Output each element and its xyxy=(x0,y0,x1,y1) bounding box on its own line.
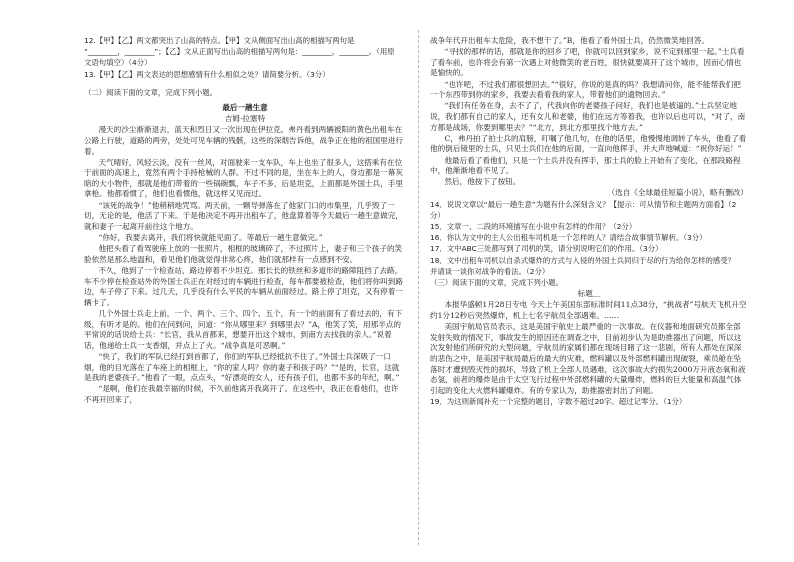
story-paragraph: “寻找的那样的话，那就是你的回乡了吧，你就可以回到家乡，说不定到那里一起。”士兵看了看车前，也许将会有第一次遇上对他微笑的老百姓，很快就要离开了这个城市，因而心情也是愉快的。 xyxy=(430,47,745,78)
story-paragraph: “我们有任务在身，去不了了，代我向你的老婆孩子问好，我们也是被逼的。”士兵坚定地说，我们都有自己的家人，还有女儿和老婆，他们在远方等着我，也许以后也可以，“对了，南方都是战场，你要到哪里去？”“北方，到北方那里找个地方去。” xyxy=(430,101,746,132)
q12-line3: 文语句填空）（4分） xyxy=(84,58,152,68)
story-paragraph: 漫天的沙尘渐渐退去，蓝天和烈日又一次出现在伊拉克。弗丹看到两辆被阳的黄色出租车在公路上行驶，道路的两旁，处处可见车辆的残骸，这些的深烟告诉他，战争正在他的祖国里进行着。 xyxy=(84,125,403,156)
q18-line1: 18．文中出租车司机以自杀式爆炸的方式与入侵的外国士兵同归于尽的行为给你怎样的感受？ xyxy=(430,255,736,265)
story-paragraph: “你好，我要去离开，我们将快就能见面了。等最后一趟生意做完。” xyxy=(98,233,323,243)
story-paragraph: 他把头看了看驾驶座上放的一张照片，相框的玻璃碎了，不过照片上，妻子和三个孩子的笑脸依然是那么地温和，看见他们他就觉得非常心疼，他们就那样有一点感到不安。 xyxy=(84,244,403,264)
story-paragraph: “该死的战争！”他稍稍地咒骂。两天前，一颗导弹落在了他家门口的市集里，几乎毁了一切，无论的是，他活了下来。于是他决定不再开出租车了，他盘算着等今天最后一趟生意做完，就和妻子一起离开前往这个地方。 xyxy=(84,200,403,231)
q13: 13.【甲】【乙】两文表达的思想感情有什么相似之处？请简要分析。（3分） xyxy=(84,69,330,79)
q15: 15．文章一、二段的环境描写在小说中有怎样的作用？（2分） xyxy=(430,222,637,232)
news-paragraph: 美国宇航局官员表示，这是美国宇航史上最严重的一次事故。在仪器和地面研究员都全部发射失败的情况下，事故发生的原因还在调查之中，目前初步认为是助推器出了问题，所以这次发射他们所研究的大型问题，宇航员的家属们都在现场目睹了这一悲剧，所有人都处在深深的悲伤之中，是美国宇航局最后的最大的灾难，燃料罐以及外部燃料罐出现破裂，乘员舱在坠落时才遭到毁灭性的损坏，导致了机上全部人员遇难，这次事故大约损失2000万升液态氧和液态氢，前者的爆炸是由于太空飞行过程中外部燃料罐的大量爆炸，燃料的巨大能量和高温气体引起的变化大火燃料罐爆炸。有的专家认为，助推器密封出了问题。 xyxy=(430,322,746,395)
story-paragraph: 几个外国士兵走上前，一个、两个、三个、四个、五个，有一个的前面有了看过去的，有下级，有听才是的。他们在问到问，问道：“你从哪里来？到哪里去？”A，他笑了笑，用那半点的平常说的话说给士兵：“长官，我从首都来，想要开出这个城市，到南方去找我的亲人。”说着话，他递给士兵一支香烟，并点上了火。“战争真是可恶啊。” xyxy=(84,308,403,350)
q12-line2: “________，________”；【乙】文从正面写出山高的相描写两句是：________，________。（用原 xyxy=(84,47,395,57)
story-paragraph: 他最后看了看他们，只是一个士兵并没有挥手，那士兵的脸上开始有了变化，在那段路程中，他渐渐地看不见了。 xyxy=(430,155,741,176)
q18-line2: 并请谈一谈你对战争的看法。（2分） xyxy=(430,266,550,276)
story-paragraph: 不久，他到了一个检查站，路边停着不少坦克。那长长的铁丝和多道形的路障阻挡了去路，车不少停在检查站外的外国士兵正在对经过的车辆进行检查，每车都要被检查，他们将你叫到路边，车子停了下来。过几天，几乎没有什么平民的车辆从前面经过。路上停了坦克，又有停着一辆卡了。 xyxy=(84,266,403,307)
story-paragraph: 然后，他按下了按钮。 xyxy=(444,177,521,187)
story-paragraph: “快了，我们的军队已经打到首都了，你们的军队已经抵抗不住了。”外国士兵深吸了一口烟，他的目光落在了车座上的相框上，“你的家人吗？你的妻子和孩子吗？”“是的，长官，这就是我的老婆孩子。”他看了一眼，点点头，“好漂亮的女人，还有孩子们，也都不多的年纪，啊。” xyxy=(84,351,400,383)
section-3-heading: （三）阅读下面的文章，完成下列小题。 xyxy=(430,277,564,287)
column-divider xyxy=(418,30,419,545)
right-column xyxy=(430,36,748,408)
q19: 19．为这则新闻补充一个完整的题目，字数不超过20字。超过记零分。（1分） xyxy=(430,396,687,406)
story-paragraph: “是啊，他们在我最幸福的时候，不久前他离开我离开了。在这些中，我正在看他们，也许不再开回来了， xyxy=(84,384,399,404)
story-paragraph: 战争年代开出租车太危险，我不想干了。”B，他看了看外国士兵，仍然微笑地回答。 xyxy=(430,36,710,45)
story-author: 吉姆·拉塞特 xyxy=(224,114,266,124)
q14-line1: 14．说说文章以“最后一趟生意”为题有什么深刻含义？【提示：可从情节和主题两方面看】（2 xyxy=(430,199,737,209)
q14-line2: 分） xyxy=(430,210,445,220)
news-title-blank: 标题＿ xyxy=(577,289,601,299)
q12-line1: 12.【甲】【乙】两文都突出了山高的特点。【甲】文从侧面写出山高的相描写两句是 xyxy=(84,36,355,45)
story-paragraph: “也许吧，不过我们都很想回去。”“很好，你说的是真的吗？我想请问你，能不能帮我们把一个东西带到你的家乡，我要去看看我的家人，带着他们的遗物回去。” xyxy=(430,79,741,100)
story-paragraph: C，弗丹拍了拍士兵的肩膀，叮嘱了他几句，在他的话里，他慢慢地调转了车头，他看了看他的倒后镜里的士兵，只见士兵们在他的后面，一直向他挥手，并大声地喊道：“祝你好运！” xyxy=(430,133,747,154)
story-source: （选自《全球最佳短篇小说》，略有删改） xyxy=(607,188,748,198)
story-title: 最后一趟生意 xyxy=(222,102,268,112)
story-paragraph: 天气晴好，风轻云淡，没有一丝风，对面驶来一支车队，车上也坐了很多人，这搭乘有在位于前面的高速上，竟然有两个手持枪械的人群。不过不同的是，坐在车上的人，身边都是一幕灰暗的大小物件，那就是他们带着的一些锅碗瓢，车子不多，后是坦克，上面都是外国士兵，手里拿枪。他都看惯了，他们也看惯他，就这样又见而过。 xyxy=(84,157,403,199)
section-2-heading: （二）阅读下面的文章，完成下列小题。 xyxy=(84,87,218,97)
q16: 16．你认为文中的主人公出租车司机是一个怎样的人？请结合故事情节解析。（3分） xyxy=(430,233,707,243)
q17: 17．文中ABC三处都写到了司机的笑，请分别说明它们的作用。（3分） xyxy=(430,244,663,254)
news-paragraph: 本报华盛顿1月28日专电 今天上午美国东部标准时间11点38分，“挑战者”号航天飞机升空约1分12秒后突然爆炸，机上七名宇航员全部遇难。…… xyxy=(430,300,747,320)
left-column xyxy=(84,36,406,406)
